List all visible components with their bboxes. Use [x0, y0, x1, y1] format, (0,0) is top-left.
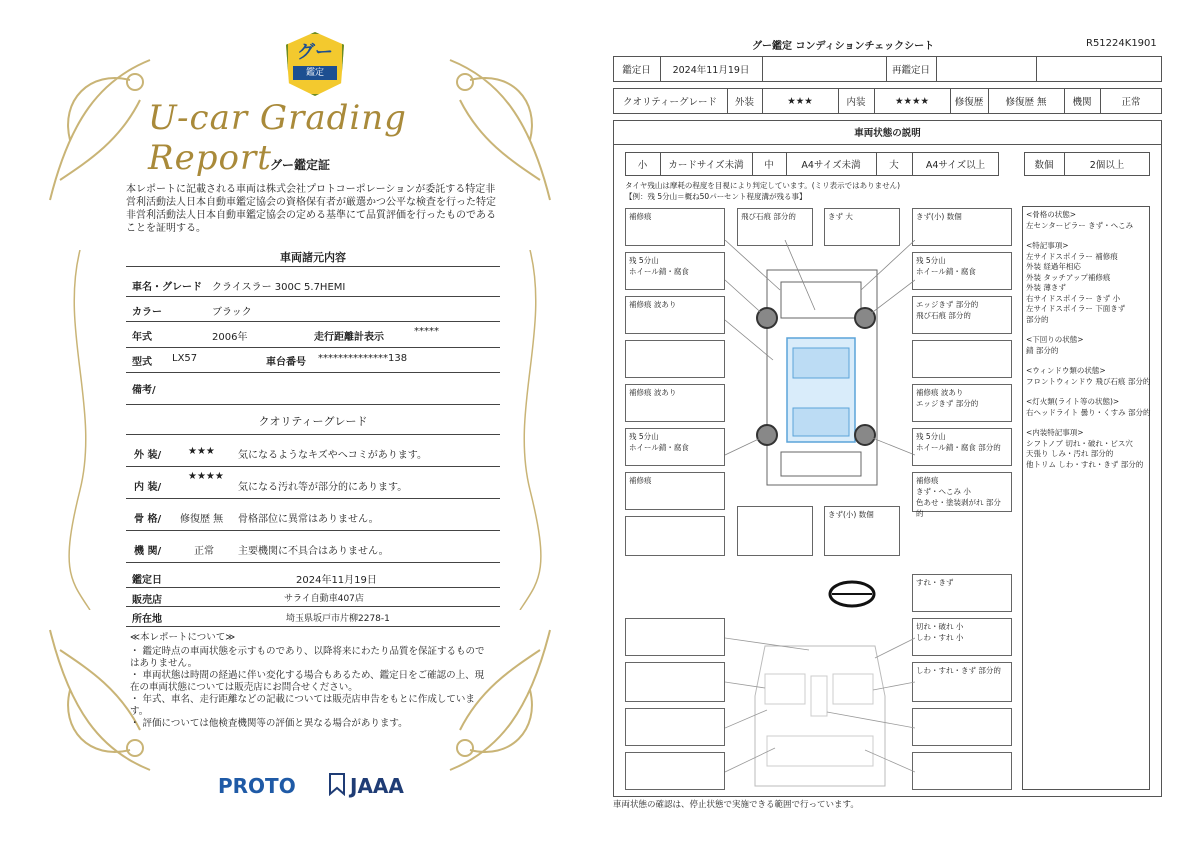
side-note-line: 天張り しみ・汚れ 部分的	[1026, 449, 1114, 458]
ext-label: 外装	[734, 97, 754, 108]
spec-model-value: LX57	[172, 353, 198, 364]
interior-box-i3: しわ・すれ・きず 部分的	[912, 662, 1012, 702]
divider	[126, 587, 500, 588]
damage-box-l4	[625, 340, 725, 378]
divider	[1036, 56, 1037, 82]
interior-box-j4	[625, 752, 725, 790]
quality-section-title: クオリティーグレード	[258, 415, 368, 428]
footer-date-label: 鑑定日	[132, 575, 162, 586]
sheet-title: グー鑑定 コンディションチェックシート	[752, 41, 935, 52]
quality-frame-label: 骨 格/	[134, 514, 162, 525]
side-note-line	[1026, 387, 1156, 397]
side-note-line: 右サイドスポイラー きず 小	[1026, 293, 1121, 303]
int-label: 内装	[846, 97, 866, 108]
damage-box-r3: エッジきず 部分的 飛び石痕 部分的	[912, 296, 1012, 334]
spec-year-value: 2006年	[212, 332, 248, 343]
report-notes	[130, 632, 490, 730]
note-item: ・ 評価については他検査機関等の評価と異なる場合があります。	[130, 718, 408, 729]
certificate-body: 本レポートに記載される車両は株式会社プロトコーポレーションが委託する特定非営利活動法人日本自動車鑑定協会の資格保有者が厳選かつ公平な検査を行った特定非営利活動法人日本自動車鑑定協会の定める基準にて品質評価を行ったものであることを証明する。	[126, 184, 496, 234]
ornament-right-vine	[500, 250, 560, 610]
side-note-line: <灯火類(ライト等の状態)>	[1026, 397, 1120, 406]
size-small-label: 小	[637, 160, 648, 171]
divider	[126, 498, 500, 499]
side-note-line: 部分的	[1026, 314, 1049, 324]
quality-int-desc: 気になる汚れ等が部分的にあります。	[238, 482, 408, 493]
certificate-title: グー鑑定証	[269, 158, 330, 172]
damage-box-r6: 残 5分山 ホイール錆・腐食 部分的	[912, 428, 1012, 466]
side-note-line: <骨格の状態>	[1026, 210, 1077, 219]
damage-box-l3: 補修痕 波あり	[625, 296, 725, 334]
car-exterior-diagram	[725, 240, 915, 510]
side-note-line	[1026, 418, 1156, 428]
side-note-line: <ウィンドウ類の状態>	[1026, 366, 1106, 375]
side-note-line: 外装 経過年相応	[1026, 262, 1081, 271]
int-value: ★★★★	[894, 95, 930, 107]
interior-box-j1	[625, 618, 725, 656]
damage-box-t2: きず 大	[824, 208, 900, 246]
car-interior-diagram	[725, 636, 915, 792]
engine-value: 正常	[1121, 97, 1141, 108]
damage-box-b2	[737, 506, 813, 556]
repair-value: 修復歴 無	[1005, 97, 1047, 108]
quality-int-label: 内 装/	[134, 482, 162, 493]
jaaa-logo: JAAA	[350, 774, 404, 798]
side-note-line: 右ヘッドライト 曇り・くすみ 部分的	[1026, 407, 1151, 417]
interior-box-i5	[912, 752, 1012, 790]
side-note-line	[1026, 356, 1156, 366]
count-label: 数個	[1034, 160, 1054, 171]
tire-note-1: タイヤ残山は摩耗の程度を目視により判定しています。(ミリ表示ではありません)	[625, 181, 901, 190]
quality-engine-label: 機 関/	[134, 546, 162, 557]
spec-color-value: ブラック	[212, 307, 252, 318]
side-notes	[1026, 210, 1156, 470]
spec-year-label: 年式	[132, 332, 152, 343]
divider	[126, 434, 500, 435]
note-item: ・ 車両状態は時間の経過に伴い変化する場合もあるため、鑑定日をご確認の上、現在の車両状態については販売店にお問合せください。	[130, 670, 485, 693]
repair-label: 修復歴	[954, 97, 984, 108]
damage-box-l2: 残 5分山 ホイール錆・腐食	[625, 252, 725, 290]
damage-box-b3: きず(小) 数個	[824, 506, 900, 556]
damage-box-r5: 補修痕 波あり エッジきず 部分的	[912, 384, 1012, 422]
goo-badge-sub: 鑑定	[293, 66, 337, 80]
note-item: ・ 鑑定時点の車両状態を示すものであり、以降将来にわたり品質を保証するものではありません。	[130, 646, 485, 669]
damage-box-r4	[912, 340, 1012, 378]
divider	[126, 372, 500, 373]
side-note-line: 左サイドスポイラー 下面きず	[1026, 304, 1126, 313]
grade-label: クオリティーグレード	[622, 97, 718, 108]
side-note-line: <内装特記事項>	[1026, 428, 1084, 437]
spec-mileage-label: 走行距離計表示	[314, 332, 384, 343]
quality-ext-label: 外 装/	[134, 450, 162, 461]
interior-box-i2: 切れ・破れ 小 しわ・すれ 小	[912, 618, 1012, 656]
spec-name-label: 車名・グレード	[132, 282, 202, 293]
goo-badge-text: グー	[297, 42, 333, 63]
size-large-desc: A4サイズ以上	[925, 160, 986, 171]
date-value: 2024年11月19日	[672, 65, 750, 76]
tire-note-2: 【例：残 5分山＝概ね50パーセント程度溝が残る事】	[625, 192, 807, 201]
quality-engine-desc: 主要機関に不具合はありません。	[238, 546, 389, 557]
footer-date-value: 2024年11月19日	[296, 575, 377, 586]
spec-chassis-label: 車台番号	[266, 357, 306, 368]
ornament-left-vine	[50, 250, 110, 610]
footer-dealer-label: 販売店	[132, 595, 162, 606]
note-item: ・ 年式、車名、走行距離などの記載については販売店申告をもとに作成しています。	[130, 694, 475, 717]
divider	[762, 56, 763, 82]
divider	[126, 530, 500, 531]
spec-color-label: カラー	[132, 307, 162, 318]
steering-wheel-icon	[828, 580, 876, 608]
notes-title: ≪本レポートについて≫	[130, 632, 236, 643]
side-note-line: シフトノブ 切れ・破れ・ビス穴	[1026, 438, 1133, 448]
interior-box-j3	[625, 708, 725, 746]
divider	[126, 266, 500, 267]
quality-frame-grade: 修復歴 無	[180, 514, 224, 525]
spec-remarks-label: 備考/	[132, 385, 156, 396]
side-note-line: 外装 タッチアップ補修痕	[1026, 272, 1111, 282]
footer-note: 車両状態の確認は、停止状態で実施できる範囲で行っています。	[613, 800, 859, 810]
side-note-line: フロントウィンドウ 飛び石痕 部分的	[1026, 376, 1151, 386]
engine-label: 機関	[1072, 97, 1092, 108]
damage-box-l6: 残 5分山 ホイール錆・腐食	[625, 428, 725, 466]
footer-location-value: 埼玉県坂戸市片柳2278-1	[286, 614, 390, 624]
side-note-line: <特記事項>	[1026, 241, 1069, 250]
proto-logo: PROTO	[218, 774, 296, 798]
quality-ext-grade: ★★★	[188, 446, 215, 457]
footer-location-label: 所在地	[132, 614, 162, 625]
divider	[126, 626, 500, 627]
divider	[126, 296, 500, 297]
interior-box-j2	[625, 662, 725, 702]
interior-box-i1: すれ・きず	[912, 574, 1012, 612]
damage-box-l8	[625, 516, 725, 556]
divider	[126, 606, 500, 607]
report-script-title: U-car Grading Report	[148, 98, 407, 178]
footer-dealer-value: サライ自動車407店	[284, 594, 364, 604]
divider	[126, 347, 500, 348]
divider	[126, 404, 500, 405]
divider	[126, 562, 500, 563]
reinspect-label: 再鑑定日	[891, 65, 930, 76]
size-small-desc: カードサイズ未満	[668, 160, 744, 171]
divider	[613, 144, 1162, 145]
spec-section-title: 車両諸元内容	[280, 251, 346, 264]
interior-box-i4	[912, 708, 1012, 746]
damage-box-r7: 補修痕 きず・へこみ 小 色あせ・塗装剥がれ 部分的	[912, 472, 1012, 512]
damage-box-t1: 飛び石痕 部分的	[737, 208, 813, 246]
spec-chassis-value: **************138	[318, 353, 408, 364]
spec-mileage-value: *****	[414, 326, 439, 337]
damage-box-r1: きず(小) 数個	[912, 208, 1012, 246]
side-note-line	[1026, 325, 1156, 335]
size-large-label: 大	[889, 160, 899, 171]
quality-ext-desc: 気になるようなキズやへコミがあります。	[238, 450, 427, 461]
spec-model-label: 型式	[132, 357, 152, 368]
side-note-line: <下回りの状態>	[1026, 335, 1084, 344]
divider	[936, 56, 937, 82]
count-value: 2個以上	[1089, 160, 1125, 171]
size-mid-desc: A4サイズ未満	[801, 160, 861, 171]
divider	[126, 321, 500, 322]
quality-frame-desc: 骨格部位に異常はありません。	[238, 514, 379, 525]
side-note-line: 外装 薄きず	[1026, 283, 1066, 292]
damage-box-l1: 補修痕	[625, 208, 725, 246]
date-label: 鑑定日	[622, 65, 651, 76]
damage-box-l5: 補修痕 波あり	[625, 384, 725, 422]
quality-engine-grade: 正常	[194, 546, 214, 557]
damage-box-l7: 補修痕	[625, 472, 725, 510]
ext-value: ★★★	[787, 95, 813, 107]
side-note-line	[1026, 231, 1156, 241]
damage-box-r2: 残 5分山 ホイール錆・腐食	[912, 252, 1012, 290]
side-note-line: 左サイドスポイラー 補修痕	[1026, 251, 1118, 261]
spec-name-value: クライスラー 300C 5.7HEMI	[212, 282, 346, 293]
sheet-id: R51224K1901	[1086, 38, 1157, 49]
jaaa-logo-icon	[328, 772, 346, 796]
side-note-line: 錆 部分的	[1026, 345, 1059, 355]
quality-int-grade: ★★★★	[188, 471, 224, 482]
side-note-line: 左センターピラー きず・へこみ	[1026, 220, 1134, 230]
divider	[126, 466, 500, 467]
side-note-line: 他トリム しわ・すれ・きず 部分的	[1026, 459, 1144, 469]
state-title: 車両状態の説明	[854, 128, 921, 139]
size-mid-label: 中	[764, 160, 774, 171]
